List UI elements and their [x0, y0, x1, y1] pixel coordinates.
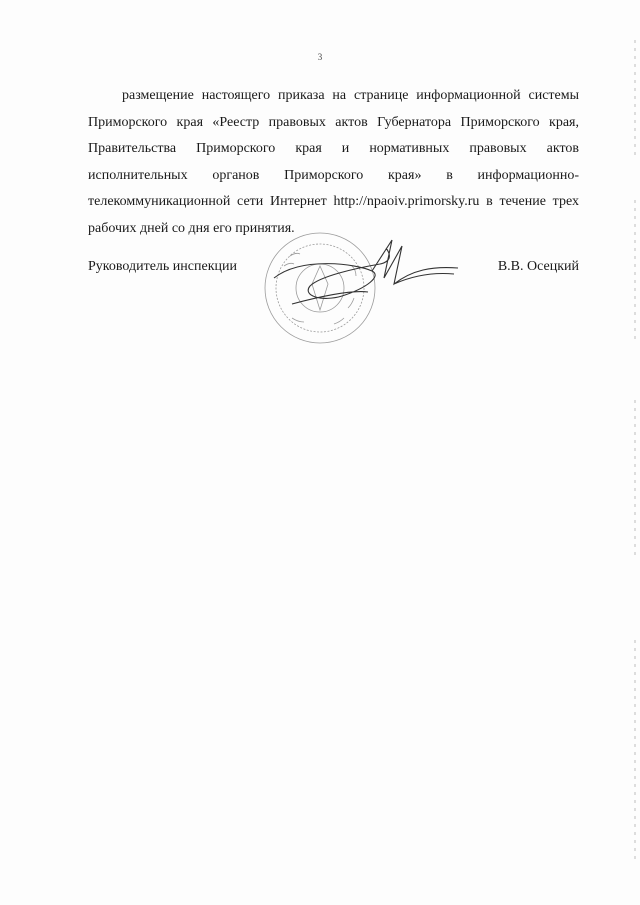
body-paragraph	[88, 83, 579, 243]
seal-signature-icon	[262, 226, 462, 356]
paragraph-text: размещение настоящего приказа на странице информационной системы Приморского края «Реестр правовых актов Губернатора Приморского края, Правительства Приморского края и нормативных правовых актов исполнительных органов Приморского края» в информационно-телекоммуникационной сети Интернет http://npaoiv.primorsky.ru в течение трех рабочих дней со дня его принятия.	[88, 88, 579, 236]
page-number: 3	[317, 52, 323, 62]
seal-emblem	[312, 266, 328, 310]
signatory-title: Руководитель инспекции	[88, 259, 237, 274]
seal-inner-ring	[276, 244, 364, 332]
seal-outer-ring	[265, 233, 375, 343]
signatory-name: В.В. Осецкий	[497, 259, 579, 274]
seal-center-ring	[296, 264, 344, 312]
scan-edge-line	[634, 40, 636, 860]
